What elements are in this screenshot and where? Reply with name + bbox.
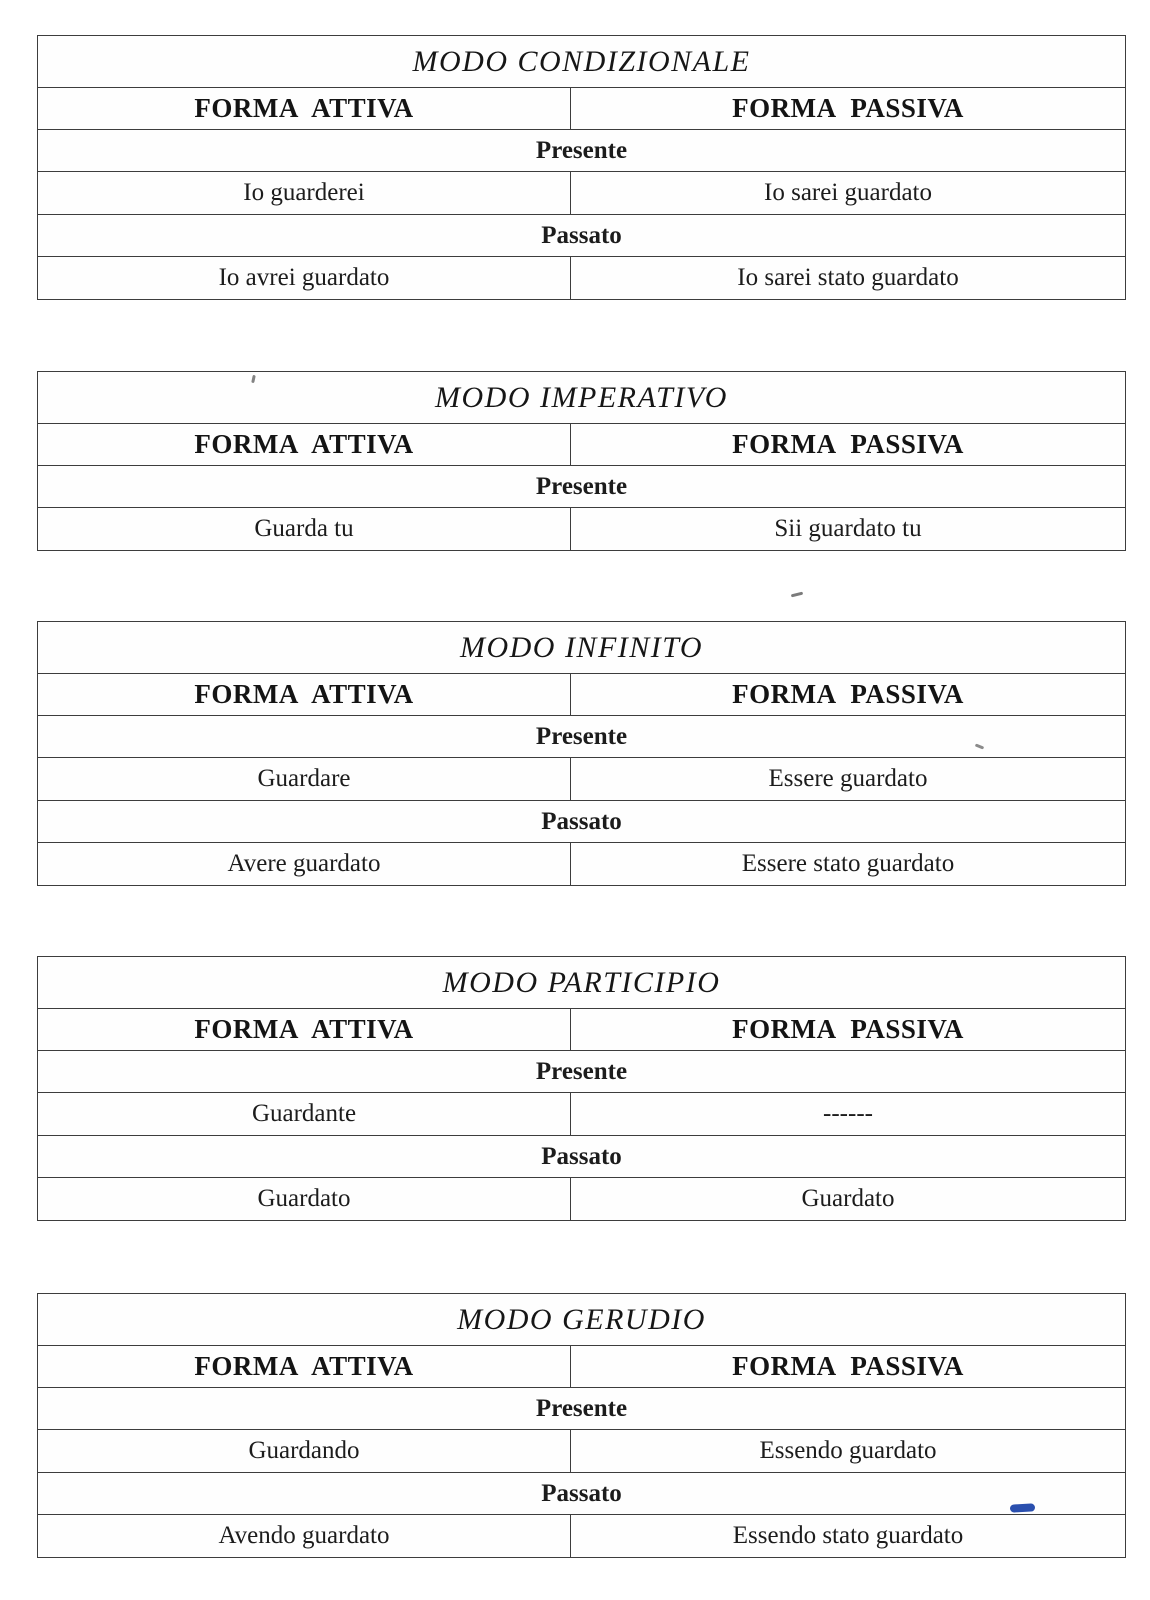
column-header-forma-attiva: FORMA ATTIVA <box>38 1346 571 1388</box>
column-header-forma-passiva: FORMA PASSIVA <box>571 88 1126 130</box>
passive-form: Sii guardato tu <box>571 508 1126 551</box>
column-header-forma-passiva: FORMA PASSIVA <box>571 1009 1126 1051</box>
active-form: Guardare <box>38 758 571 801</box>
column-header-forma-passiva: FORMA PASSIVA <box>571 424 1126 466</box>
tense-label-presente: Presente <box>38 716 1126 758</box>
table-title: MODO PARTICIPIO <box>38 957 1126 1009</box>
passive-form: Essendo stato guardato <box>571 1515 1126 1558</box>
passive-form: Io sarei stato guardato <box>571 257 1126 300</box>
tense-label-passato: Passato <box>38 1136 1126 1178</box>
table-title: MODO CONDIZIONALE <box>38 36 1126 88</box>
tense-label-passato: Passato <box>38 215 1126 257</box>
passive-form: Guardato <box>571 1178 1126 1221</box>
column-header-forma-attiva: FORMA ATTIVA <box>38 88 571 130</box>
pen-mark <box>1010 1503 1035 1512</box>
active-form: Avere guardato <box>38 843 571 886</box>
column-header-forma-attiva: FORMA ATTIVA <box>38 424 571 466</box>
column-header-forma-passiva: FORMA PASSIVA <box>571 674 1126 716</box>
tense-label-presente: Presente <box>38 1388 1126 1430</box>
tense-label-presente: Presente <box>38 466 1126 508</box>
active-form: Guarda tu <box>38 508 571 551</box>
table-title: MODO INFINITO <box>38 622 1126 674</box>
active-form: Avendo guardato <box>38 1515 571 1558</box>
column-header-forma-passiva: FORMA PASSIVA <box>571 1346 1126 1388</box>
passive-form: Io sarei guardato <box>571 172 1126 215</box>
table-title: MODO IMPERATIVO <box>38 372 1126 424</box>
active-form: Guardato <box>38 1178 571 1221</box>
active-form: Io guarderei <box>38 172 571 215</box>
active-form: Guardante <box>38 1093 571 1136</box>
passive-form: Essere guardato <box>571 758 1126 801</box>
active-form: Io avrei guardato <box>38 257 571 300</box>
tense-label-passato: Passato <box>38 1473 1126 1515</box>
active-form: Guardando <box>38 1430 571 1473</box>
passive-form: ------ <box>571 1093 1126 1136</box>
passive-form: Essendo guardato <box>571 1430 1126 1473</box>
passive-form: Essere stato guardato <box>571 843 1126 886</box>
conjugation-table-infinito <box>37 621 1126 886</box>
column-header-forma-attiva: FORMA ATTIVA <box>38 1009 571 1051</box>
table-title: MODO GERUDIO <box>38 1294 1126 1346</box>
tense-label-passato: Passato <box>38 801 1126 843</box>
tense-label-presente: Presente <box>38 1051 1126 1093</box>
scan-speck <box>791 592 803 598</box>
conjugation-table-condizionale <box>37 35 1126 300</box>
conjugation-table-participio <box>37 956 1126 1221</box>
tense-label-presente: Presente <box>38 130 1126 172</box>
column-header-forma-attiva: FORMA ATTIVA <box>38 674 571 716</box>
conjugation-table-gerundio <box>37 1293 1126 1558</box>
conjugation-table-imperativo <box>37 371 1126 551</box>
